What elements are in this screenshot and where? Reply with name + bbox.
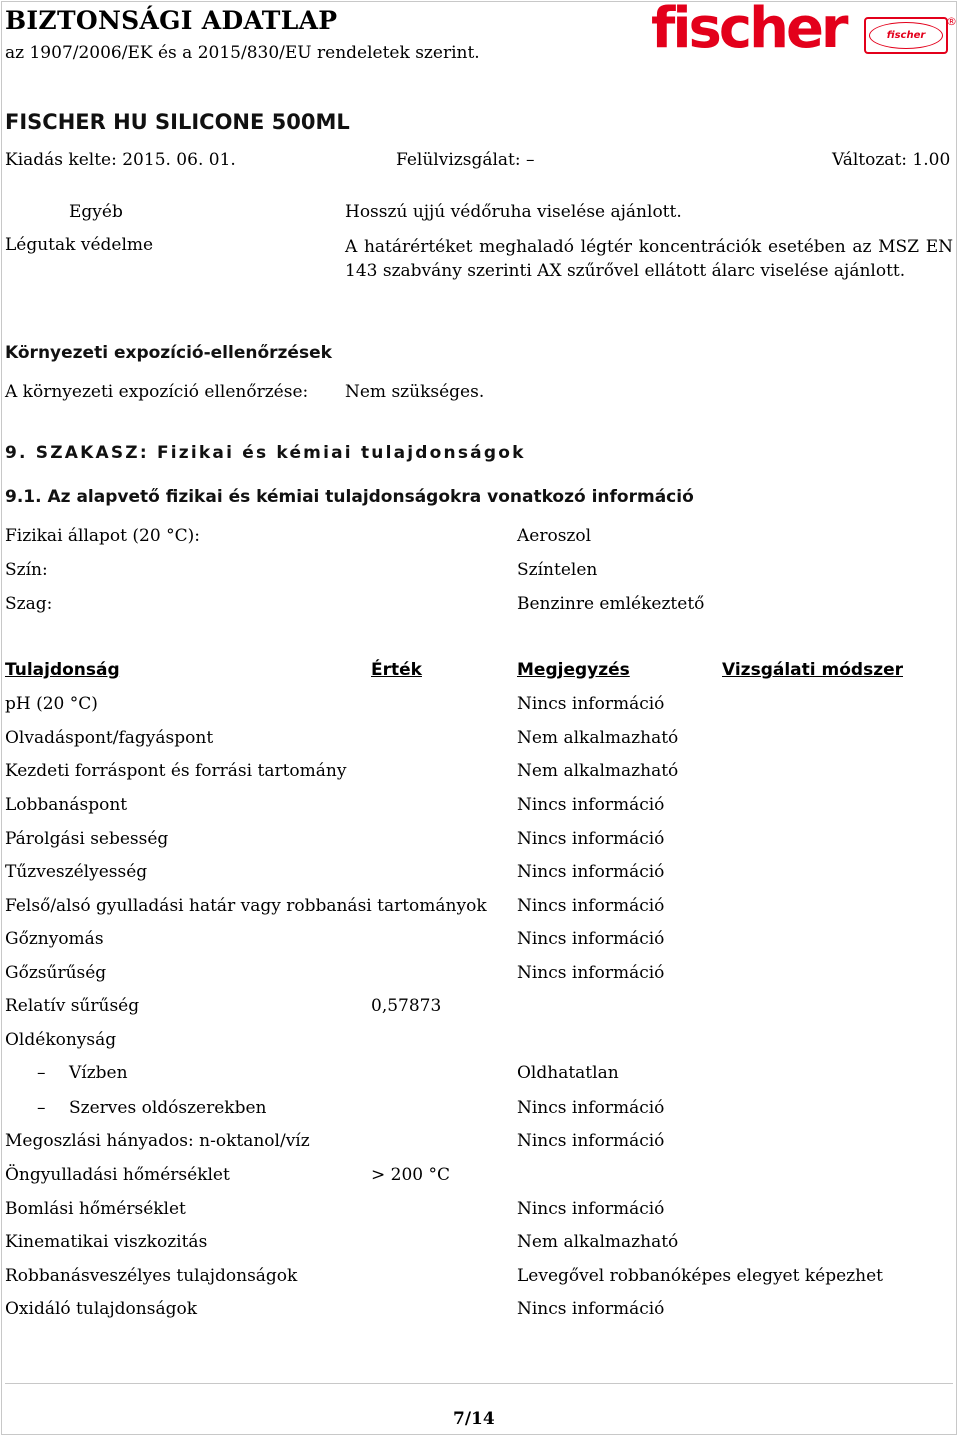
table-row-property: Gőznyomás xyxy=(5,929,104,949)
table-row-note: Nincs információ xyxy=(517,1131,665,1151)
env-exposure-heading: Környezeti expozíció-ellenőrzések xyxy=(5,343,332,363)
table-row-note: Oldhatatlan xyxy=(517,1063,619,1083)
basic-label: Szín: xyxy=(5,560,48,580)
table-row-note: Levegővel robbanóképes elegyet képezhet xyxy=(517,1266,883,1286)
env-exposure-label: A környezeti expozíció ellenőrzése: xyxy=(5,382,309,402)
table-header-method: Vizsgálati módszer xyxy=(722,660,903,680)
fischer-logo: fischer xyxy=(651,0,846,61)
table-row-property: Relatív sűrűség xyxy=(5,996,140,1016)
page-number: 7/14 xyxy=(453,1409,495,1429)
table-row-note: Nincs információ xyxy=(517,963,665,983)
table-row-note: Nincs információ xyxy=(517,1199,665,1219)
table-row-note: Nincs információ xyxy=(517,1098,665,1118)
table-row-property: Robbanásveszélyes tulajdonságok xyxy=(5,1266,298,1286)
table-row-note: Nincs információ xyxy=(517,795,665,815)
table-row-property: Bomlási hőmérséklet xyxy=(5,1199,186,1219)
table-row-note: Nincs információ xyxy=(517,862,665,882)
table-row-note: Nem alkalmazható xyxy=(517,761,679,781)
table-row-note: Nem alkalmazható xyxy=(517,728,679,748)
table-row-property: Felső/alsó gyulladási határ vagy robbanási tartományok xyxy=(5,896,487,916)
table-row-property: Szerves oldószerekben xyxy=(69,1098,267,1118)
respiratory-protection-value: A határértéket meghaladó légtér koncentrációk esetében az MSZ EN 143 szabvány szerinti AX szűrővel ellátott álarc viselése ajánlott. xyxy=(345,237,953,281)
table-row-property: Kezdeti forráspont és forrási tartomány xyxy=(5,761,347,781)
table-row-property: Kinematikai viszkozitás xyxy=(5,1232,208,1252)
dash-bullet: – xyxy=(37,1098,46,1118)
document-subtitle: az 1907/2006/EK és a 2015/830/EU rendeletek szerint. xyxy=(5,43,480,63)
basic-value: Színtelen xyxy=(517,560,598,580)
env-exposure-value: Nem szükséges. xyxy=(345,382,485,402)
section-9-heading: 9. SZAKASZ: Fizikai és kémiai tulajdonságok xyxy=(5,443,526,463)
fischer-logo-badge xyxy=(864,17,948,54)
table-row-value: > 200 °C xyxy=(371,1165,451,1185)
issue-date: Kiadás kelte: 2015. 06. 01. xyxy=(5,150,236,170)
table-row-property: Olvadáspont/fagyáspont xyxy=(5,728,214,748)
registered-mark-icon: ® xyxy=(946,15,957,28)
table-row-property: Vízben xyxy=(69,1063,128,1083)
table-row-property: Megoszlási hányados: n-oktanol/víz xyxy=(5,1131,310,1151)
version-number: Változat: 1.00 xyxy=(832,150,951,170)
table-row-property: Öngyulladási hőmérséklet xyxy=(5,1165,230,1185)
other-protection-value: Hosszú ujjú védőruha viselése ajánlott. xyxy=(345,202,682,222)
logo-badge-text: fischer xyxy=(869,22,943,49)
document-title: BIZTONSÁGI ADATLAP xyxy=(5,6,338,35)
table-row-property: Oldékonyság xyxy=(5,1030,117,1050)
table-row-property: Lobbanáspont xyxy=(5,795,128,815)
table-row-value: 0,57873 xyxy=(371,996,442,1016)
table-row-note: Nincs információ xyxy=(517,929,665,949)
table-header-property: Tulajdonság xyxy=(5,660,120,680)
table-header-value: Érték xyxy=(371,660,422,680)
table-row-property: pH (20 °C) xyxy=(5,694,98,714)
table-row-note: Nincs információ xyxy=(517,694,665,714)
table-row-property: Tűzveszélyesség xyxy=(5,862,148,882)
table-row-property: Gőzsűrűség xyxy=(5,963,107,983)
table-row-note: Nincs információ xyxy=(517,896,665,916)
table-header-note: Megjegyzés xyxy=(517,660,630,680)
table-row-property: Oxidáló tulajdonságok xyxy=(5,1299,198,1319)
other-protection-label: Egyéb xyxy=(69,202,123,222)
dash-bullet: – xyxy=(37,1063,46,1083)
product-name: FISCHER HU SILICONE 500ML xyxy=(5,110,350,134)
basic-label: Szag: xyxy=(5,594,53,614)
basic-value: Aeroszol xyxy=(517,526,592,546)
section-9-1-heading: 9.1. Az alapvető fizikai és kémiai tulajdonságokra vonatkozó információ xyxy=(5,487,694,507)
table-row-note: Nincs információ xyxy=(517,1299,665,1319)
basic-label: Fizikai állapot (20 °C): xyxy=(5,526,200,546)
respiratory-protection-label: Légutak védelme xyxy=(5,235,154,255)
table-row-note: Nem alkalmazható xyxy=(517,1232,679,1252)
table-row-note: Nincs információ xyxy=(517,829,665,849)
revision-date: Felülvizsgálat: – xyxy=(396,150,535,170)
footer-divider xyxy=(5,1383,953,1384)
table-row-property: Párolgási sebesség xyxy=(5,829,169,849)
basic-value: Benzinre emlékeztető xyxy=(517,594,705,614)
